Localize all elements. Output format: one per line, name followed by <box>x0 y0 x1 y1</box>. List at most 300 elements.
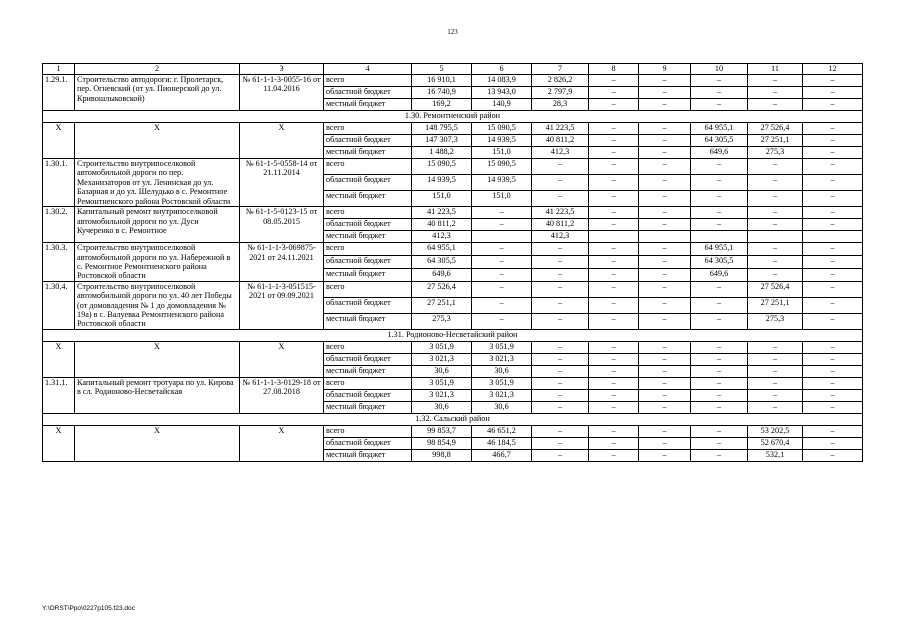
amount-cell: – <box>691 341 748 353</box>
amount-cell: 30,6 <box>412 401 472 413</box>
amount-cell: 14 083,9 <box>472 75 532 87</box>
column-header: 9 <box>639 64 691 75</box>
amount-cell: – <box>748 243 803 256</box>
amount-cell: – <box>803 341 863 353</box>
amount-cell: – <box>691 425 748 437</box>
section-title-row <box>43 329 863 341</box>
amount-cell: – <box>532 243 589 256</box>
amount-cell: – <box>803 297 863 313</box>
amount-cell: – <box>748 219 803 231</box>
amount-cell: – <box>532 297 589 313</box>
amount-cell: 40 811,2 <box>532 219 589 231</box>
header-row <box>43 64 863 75</box>
amount-cell: – <box>589 99 639 111</box>
amount-cell: – <box>748 159 803 175</box>
amount-cell: – <box>748 256 803 269</box>
column-header: 3 <box>240 64 324 75</box>
amount-cell: – <box>639 175 691 191</box>
amount-cell: – <box>639 297 691 313</box>
amount-cell: – <box>472 207 532 219</box>
amount-cell: 30,6 <box>412 365 472 377</box>
amount-cell: – <box>803 365 863 377</box>
amount-cell: – <box>589 389 639 401</box>
amount-cell: 27 251,1 <box>412 297 472 313</box>
amount-cell: – <box>472 297 532 313</box>
amount-cell: – <box>803 425 863 437</box>
amount-cell: – <box>803 219 863 231</box>
amount-cell: 64 305,5 <box>412 256 472 269</box>
amount-cell: 13 943,0 <box>472 87 532 99</box>
amount-cell: – <box>472 256 532 269</box>
amount-cell: – <box>748 268 803 281</box>
column-header: 8 <box>589 64 639 75</box>
amount-cell: 2 826,2 <box>532 75 589 87</box>
amount-cell: 151,0 <box>412 191 472 207</box>
amount-cell: – <box>639 123 691 135</box>
amount-cell: – <box>639 219 691 231</box>
amount-cell: – <box>748 365 803 377</box>
amount-cell: 16 910,1 <box>412 75 472 87</box>
amount-cell: – <box>639 243 691 256</box>
funding-source: всего <box>324 425 412 437</box>
amount-cell: – <box>803 135 863 147</box>
funding-source: местный бюджет <box>324 401 412 413</box>
amount-cell: 275,3 <box>748 313 803 329</box>
amount-cell: – <box>589 377 639 389</box>
funding-source: местный бюджет <box>324 99 412 111</box>
amount-cell: 412,3 <box>532 147 589 159</box>
amount-cell: – <box>691 207 748 219</box>
amount-cell: – <box>691 281 748 297</box>
amount-cell: – <box>639 341 691 353</box>
funding-source: областной бюджет <box>324 297 412 313</box>
amount-cell: – <box>691 175 748 191</box>
amount-cell: 40 811,2 <box>532 135 589 147</box>
amount-cell: – <box>803 268 863 281</box>
amount-cell: – <box>639 87 691 99</box>
amount-cell: – <box>639 365 691 377</box>
amount-cell: – <box>639 437 691 449</box>
amount-cell: 46 184,5 <box>472 437 532 449</box>
funding-source: местный бюджет <box>324 147 412 159</box>
amount-cell: 532,1 <box>748 449 803 461</box>
amount-cell: – <box>639 135 691 147</box>
amount-cell: – <box>589 207 639 219</box>
funding-source: местный бюджет <box>324 313 412 329</box>
column-header: 11 <box>748 64 803 75</box>
amount-cell: – <box>589 123 639 135</box>
funding-source: областной бюджет <box>324 256 412 269</box>
item-name: Капитальный ремонт внутрипоселковой автомобильной дороги по ул. Дуси Кучеренко в с. Ремонтное <box>75 207 240 243</box>
amount-cell: – <box>803 191 863 207</box>
amount-cell: 148 795,5 <box>412 123 472 135</box>
amount-cell <box>691 231 748 243</box>
amount-cell: 41 223,5 <box>412 207 472 219</box>
column-header: 1 <box>43 64 75 75</box>
amount-cell: – <box>803 123 863 135</box>
amount-cell: 275,3 <box>412 313 472 329</box>
amount-cell: – <box>639 99 691 111</box>
amount-cell: – <box>803 159 863 175</box>
amount-cell: 151,0 <box>472 191 532 207</box>
column-header: 4 <box>324 64 412 75</box>
amount-cell: – <box>639 207 691 219</box>
project-document: № 61-1-1-3-051515-2021 от 09.09.2021 <box>240 281 324 329</box>
amount-cell: 30,6 <box>472 365 532 377</box>
amount-cell: – <box>532 191 589 207</box>
amount-cell: – <box>748 401 803 413</box>
amount-cell: – <box>803 389 863 401</box>
amount-cell: – <box>589 175 639 191</box>
item-number: 1.30.3. <box>43 243 75 282</box>
amount-cell: – <box>691 159 748 175</box>
amount-cell: – <box>589 341 639 353</box>
amount-cell: – <box>748 389 803 401</box>
amount-cell: – <box>589 425 639 437</box>
table-row <box>43 159 863 175</box>
amount-cell: – <box>803 437 863 449</box>
amount-cell: – <box>803 87 863 99</box>
amount-cell: – <box>472 243 532 256</box>
budget-table <box>42 63 863 462</box>
amount-cell: 275,3 <box>748 147 803 159</box>
amount-cell: 466,7 <box>472 449 532 461</box>
amount-cell: 3 051,9 <box>412 377 472 389</box>
amount-cell: – <box>532 401 589 413</box>
amount-cell: – <box>589 365 639 377</box>
amount-cell: – <box>532 377 589 389</box>
funding-source: всего <box>324 123 412 135</box>
amount-cell: – <box>748 341 803 353</box>
amount-cell: 40 811,2 <box>412 219 472 231</box>
amount-cell <box>803 231 863 243</box>
amount-cell: 3 051,9 <box>472 377 532 389</box>
amount-cell: 27 251,1 <box>748 135 803 147</box>
amount-cell: – <box>691 297 748 313</box>
column-header: 12 <box>803 64 863 75</box>
amount-cell: 15 090,5 <box>472 159 532 175</box>
amount-cell: – <box>589 437 639 449</box>
amount-cell: 3 021,3 <box>472 353 532 365</box>
amount-cell: – <box>589 353 639 365</box>
amount-cell: – <box>639 268 691 281</box>
amount-cell: – <box>639 425 691 437</box>
amount-cell: – <box>803 147 863 159</box>
amount-cell: 14 939,5 <box>472 135 532 147</box>
amount-cell: 28,3 <box>532 99 589 111</box>
amount-cell: 27 526,4 <box>748 281 803 297</box>
amount-cell: – <box>589 191 639 207</box>
amount-cell: – <box>803 401 863 413</box>
amount-cell: 147 307,3 <box>412 135 472 147</box>
table-row <box>43 377 863 389</box>
amount-cell: – <box>803 377 863 389</box>
funding-source: местный бюджет <box>324 365 412 377</box>
amount-cell: – <box>589 219 639 231</box>
item-number: 1.31.1. <box>43 377 75 413</box>
amount-cell: – <box>639 313 691 329</box>
amount-cell: – <box>691 75 748 87</box>
amount-cell: – <box>589 135 639 147</box>
table-row <box>43 281 863 297</box>
amount-cell: – <box>803 256 863 269</box>
column-header: 5 <box>412 64 472 75</box>
amount-cell: – <box>748 175 803 191</box>
funding-source: местный бюджет <box>324 231 412 243</box>
amount-cell: – <box>589 147 639 159</box>
amount-cell: – <box>532 281 589 297</box>
amount-cell: – <box>748 75 803 87</box>
amount-cell: – <box>691 449 748 461</box>
amount-cell: – <box>691 99 748 111</box>
item-number: Х <box>43 425 75 461</box>
item-name: Строительство внутрипоселковой автомобильной дороги по ул. Набережной в с. Ремонтное Ремонтненского района Ростовской области <box>75 243 240 282</box>
amount-cell: 151,0 <box>472 147 532 159</box>
amount-cell: – <box>532 437 589 449</box>
amount-cell: 64 955,1 <box>412 243 472 256</box>
table-row <box>43 123 863 135</box>
amount-cell: 46 651,2 <box>472 425 532 437</box>
item-name: Капитальный ремонт тротуара по ул. Кирова в сл. Родионово-Несветайская <box>75 377 240 413</box>
item-name: Строительство внутрипоселковой автомобильной дороги по пер. Механизаторов от ул. Ленинская до ул. Базарная и до ул. Шелудько в с. Ремонтное Ремонтненского района Ростовской области <box>75 159 240 207</box>
amount-cell: – <box>748 353 803 365</box>
amount-cell: 3 021,3 <box>412 353 472 365</box>
amount-cell: – <box>748 191 803 207</box>
amount-cell: – <box>803 449 863 461</box>
project-document: Х <box>240 425 324 461</box>
section-title: 1.31. Родионово-Несветайский район <box>43 329 863 341</box>
amount-cell: – <box>691 191 748 207</box>
amount-cell: – <box>472 281 532 297</box>
amount-cell: – <box>803 353 863 365</box>
amount-cell: 27 251,1 <box>748 297 803 313</box>
amount-cell: – <box>532 256 589 269</box>
amount-cell: 64 305,5 <box>691 135 748 147</box>
project-document: Х <box>240 341 324 377</box>
budget-table-wrapper <box>42 63 862 462</box>
amount-cell: – <box>472 313 532 329</box>
amount-cell: 98 854,9 <box>412 437 472 449</box>
funding-source: всего <box>324 341 412 353</box>
amount-cell: – <box>532 341 589 353</box>
amount-cell: – <box>589 159 639 175</box>
amount-cell: – <box>803 243 863 256</box>
amount-cell: – <box>639 353 691 365</box>
funding-source: областной бюджет <box>324 175 412 191</box>
table-row <box>43 243 863 256</box>
project-document: № 61-1-1-3-0129-18 от 27.08.2018 <box>240 377 324 413</box>
amount-cell: 14 939,5 <box>412 175 472 191</box>
amount-cell: 2 797,9 <box>532 87 589 99</box>
amount-cell: – <box>803 99 863 111</box>
funding-source: областной бюджет <box>324 389 412 401</box>
section-title-row <box>43 111 863 123</box>
funding-source: всего <box>324 281 412 297</box>
item-number: Х <box>43 123 75 159</box>
funding-source: областной бюджет <box>324 219 412 231</box>
amount-cell: – <box>532 268 589 281</box>
amount-cell: 64 305,5 <box>691 256 748 269</box>
amount-cell: – <box>639 159 691 175</box>
amount-cell: – <box>691 401 748 413</box>
amount-cell: – <box>532 159 589 175</box>
amount-cell: – <box>748 207 803 219</box>
amount-cell: 15 090,5 <box>412 159 472 175</box>
item-name: Х <box>75 341 240 377</box>
amount-cell: – <box>803 75 863 87</box>
column-header: 2 <box>75 64 240 75</box>
item-number: Х <box>43 341 75 377</box>
table-row <box>43 75 863 87</box>
funding-source: всего <box>324 243 412 256</box>
table-row <box>43 207 863 219</box>
amount-cell: 140,9 <box>472 99 532 111</box>
section-title: 1.32. Сальский район <box>43 413 863 425</box>
item-name: Х <box>75 425 240 461</box>
amount-cell: 3 021,3 <box>412 389 472 401</box>
column-header: 6 <box>472 64 532 75</box>
amount-cell: – <box>532 365 589 377</box>
amount-cell: 64 955,1 <box>691 123 748 135</box>
amount-cell: 41 223,5 <box>532 123 589 135</box>
amount-cell: 30,6 <box>472 401 532 413</box>
amount-cell: 3 051,9 <box>412 341 472 353</box>
funding-source: всего <box>324 207 412 219</box>
funding-source: областной бюджет <box>324 353 412 365</box>
amount-cell: – <box>748 87 803 99</box>
amount-cell: – <box>639 377 691 389</box>
amount-cell: – <box>691 365 748 377</box>
amount-cell: – <box>691 313 748 329</box>
amount-cell: – <box>589 401 639 413</box>
section-title: 1.30. Ремонтненский район <box>43 111 863 123</box>
amount-cell: – <box>589 243 639 256</box>
amount-cell: 27 526,4 <box>748 123 803 135</box>
funding-source: всего <box>324 75 412 87</box>
amount-cell: 3 021,3 <box>472 389 532 401</box>
file-path-footer: Y:\ORST\Ppo\0227p105.f23.doc <box>42 605 135 612</box>
amount-cell: – <box>803 313 863 329</box>
table-row <box>43 341 863 353</box>
amount-cell: – <box>748 377 803 389</box>
amount-cell: 52 670,4 <box>748 437 803 449</box>
amount-cell: – <box>639 281 691 297</box>
amount-cell: 15 090,5 <box>472 123 532 135</box>
funding-source: областной бюджет <box>324 135 412 147</box>
project-document: № 61-1-1-3-0055-16 от 11.04.2016 <box>240 75 324 111</box>
project-document: № 61-1-5-0123-15 от 08.05.2015 <box>240 207 324 243</box>
amount-cell: – <box>532 449 589 461</box>
amount-cell: – <box>639 75 691 87</box>
amount-cell: – <box>639 401 691 413</box>
item-number: 1.30.1. <box>43 159 75 207</box>
amount-cell: – <box>589 449 639 461</box>
amount-cell: – <box>639 147 691 159</box>
amount-cell: – <box>532 313 589 329</box>
amount-cell: 64 955,1 <box>691 243 748 256</box>
amount-cell: 169,2 <box>412 99 472 111</box>
funding-source: местный бюджет <box>324 449 412 461</box>
amount-cell: – <box>691 377 748 389</box>
amount-cell: 3 051,9 <box>472 341 532 353</box>
amount-cell: 649,6 <box>412 268 472 281</box>
amount-cell <box>472 231 532 243</box>
amount-cell: – <box>589 281 639 297</box>
item-name: Х <box>75 123 240 159</box>
funding-source: областной бюджет <box>324 87 412 99</box>
amount-cell: – <box>639 256 691 269</box>
page-number: 123 <box>447 28 458 36</box>
amount-cell: – <box>803 207 863 219</box>
item-number: 1.29.1. <box>43 75 75 111</box>
amount-cell: 14 939,5 <box>472 175 532 191</box>
amount-cell: – <box>639 449 691 461</box>
amount-cell: – <box>532 175 589 191</box>
amount-cell: – <box>639 389 691 401</box>
amount-cell: – <box>532 353 589 365</box>
column-header: 10 <box>691 64 748 75</box>
amount-cell: – <box>691 87 748 99</box>
amount-cell: – <box>589 268 639 281</box>
amount-cell: 412,3 <box>412 231 472 243</box>
amount-cell: – <box>532 425 589 437</box>
item-name: Строительство автодороги: г. Пролетарск, пер. Огневский (от ул. Пионерской до ул. Кривошлыковской) <box>75 75 240 111</box>
amount-cell: – <box>691 437 748 449</box>
project-document: № 61-1-5-0558-14 от 21.11.2014 <box>240 159 324 207</box>
project-document: Х <box>240 123 324 159</box>
amount-cell: – <box>639 191 691 207</box>
amount-cell: – <box>803 281 863 297</box>
amount-cell: – <box>589 313 639 329</box>
amount-cell: – <box>472 268 532 281</box>
amount-cell: 998,8 <box>412 449 472 461</box>
amount-cell: 649,6 <box>691 268 748 281</box>
funding-source: местный бюджет <box>324 191 412 207</box>
amount-cell <box>589 231 639 243</box>
project-document: № 61-1-1-3-069875-2021 от 24.11.2021 <box>240 243 324 282</box>
amount-cell: – <box>748 99 803 111</box>
column-header: 7 <box>532 64 589 75</box>
amount-cell: 53 202,5 <box>748 425 803 437</box>
amount-cell: 649,6 <box>691 147 748 159</box>
amount-cell: – <box>691 389 748 401</box>
amount-cell: 27 526,4 <box>412 281 472 297</box>
amount-cell <box>639 231 691 243</box>
amount-cell: – <box>589 297 639 313</box>
table-row <box>43 425 863 437</box>
amount-cell: 1 488,2 <box>412 147 472 159</box>
section-title-row <box>43 413 863 425</box>
amount-cell: – <box>532 389 589 401</box>
item-name: Строительство внутрипоселковой автомобильной дороги по ул. 40 лет Победы (от домовладения № 1 до домовладения № 19а) в с. Валуевка Ремонтненского района Ростовской области <box>75 281 240 329</box>
amount-cell: – <box>589 256 639 269</box>
funding-source: всего <box>324 159 412 175</box>
item-number: 1.30.4. <box>43 281 75 329</box>
amount-cell: – <box>691 219 748 231</box>
amount-cell <box>748 231 803 243</box>
amount-cell: – <box>589 87 639 99</box>
funding-source: местный бюджет <box>324 268 412 281</box>
amount-cell: – <box>691 353 748 365</box>
amount-cell: 99 853,7 <box>412 425 472 437</box>
amount-cell: – <box>472 219 532 231</box>
amount-cell: 16 740,9 <box>412 87 472 99</box>
funding-source: областной бюджет <box>324 437 412 449</box>
funding-source: всего <box>324 377 412 389</box>
amount-cell: – <box>589 75 639 87</box>
item-number: 1.30.2. <box>43 207 75 243</box>
amount-cell: – <box>803 175 863 191</box>
